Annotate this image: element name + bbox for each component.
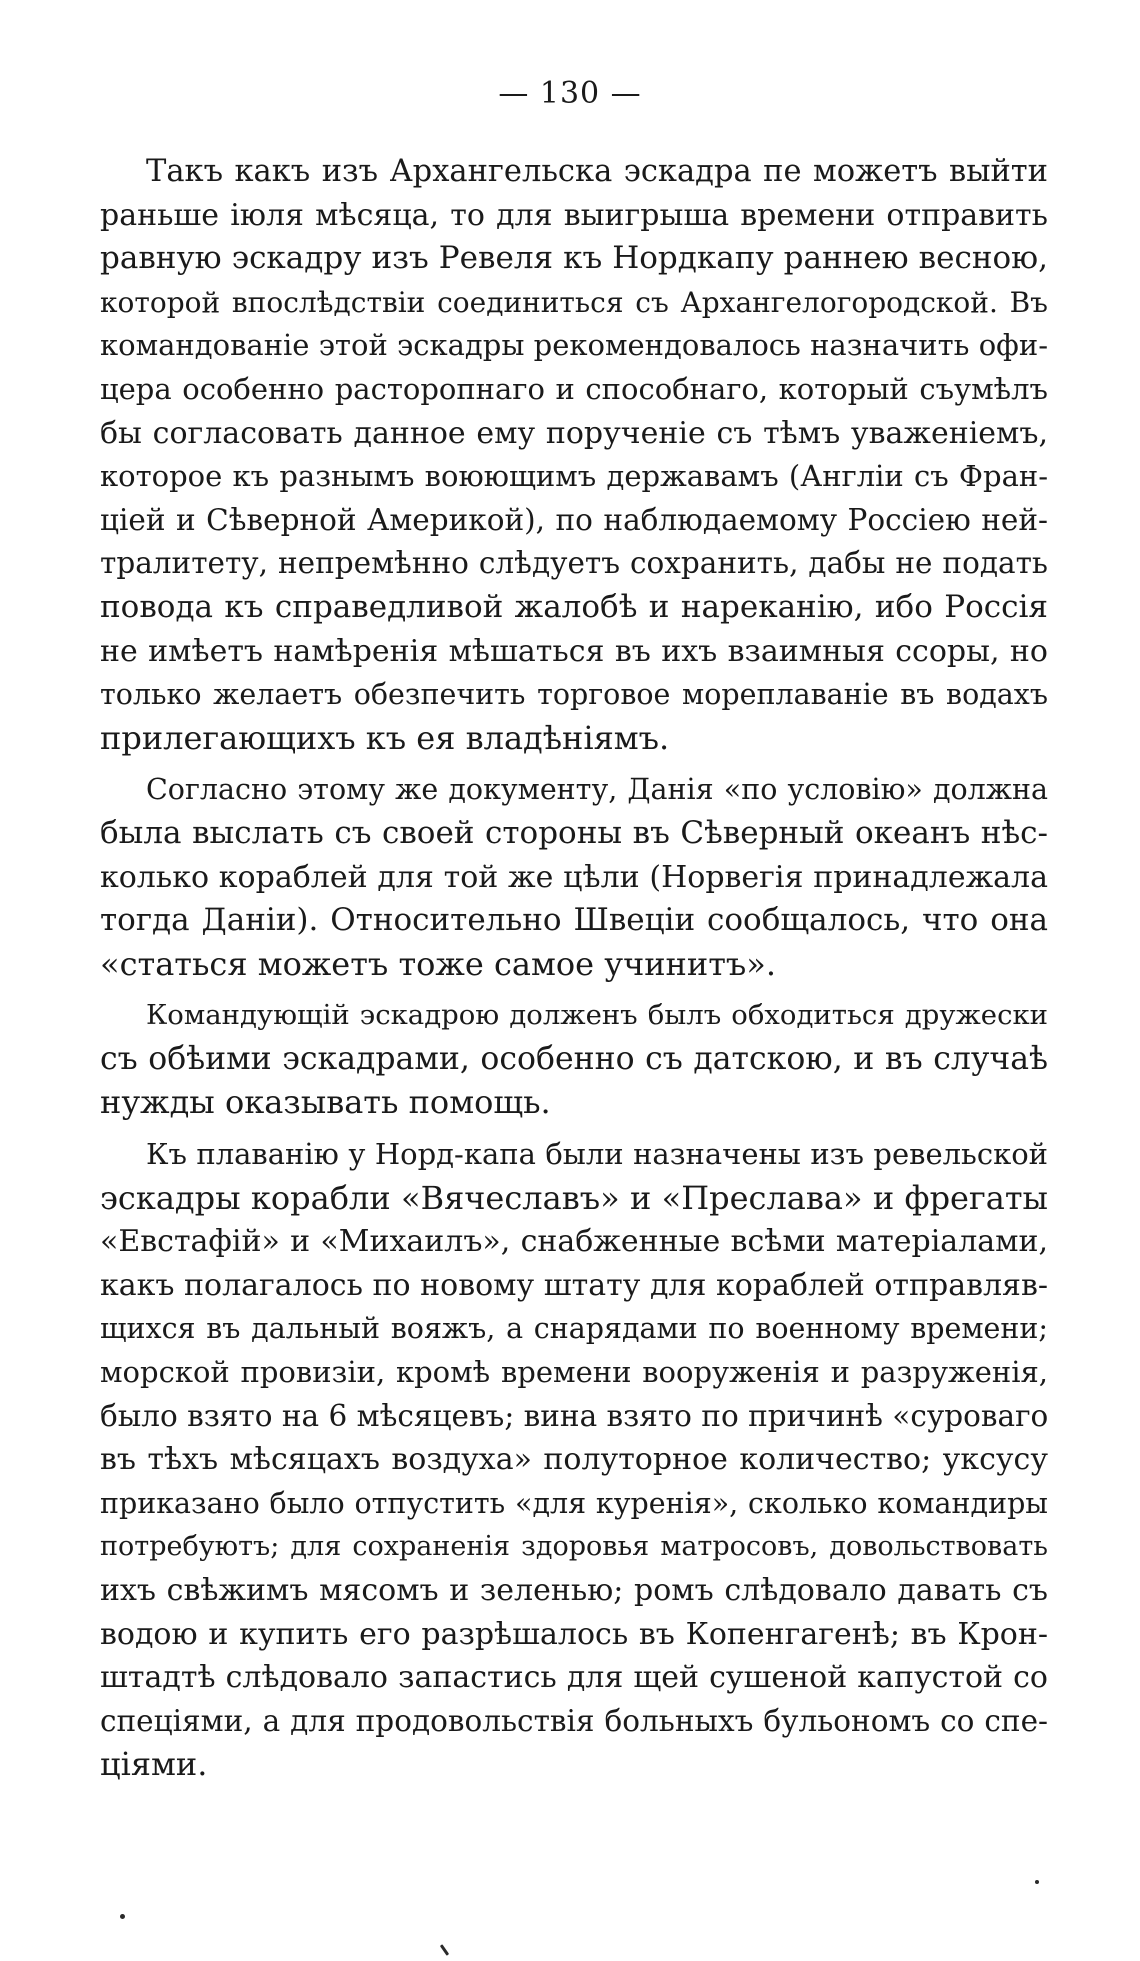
text-line: приказано было отпустить «для куренія», сколько командиры [100,1486,1048,1520]
text-line: потребуютъ; для сохраненія здоровья матросовъ, довольствовать [100,1531,1048,1563]
text-line: какъ полагалось по новому штату для кораблей отправляв- [100,1267,1048,1303]
text-line: ціями. [100,1745,208,1784]
text-line: водою и купить его разрѣшалось въ Копенгагенѣ; въ Крон- [100,1616,1048,1652]
body-text [100,150,1048,1795]
text-line: Такъ какъ изъ Архангельска эскадра пе можетъ выйти [146,154,1048,189]
text-line: прилегающихъ къ ея владѣніямъ. [100,718,670,757]
text-line: нужды оказывать помощь. [100,1083,551,1122]
paragraph-1 [100,150,1048,760]
text-line: штадтѣ слѣдовало запастись для щей сушеной капустой со [100,1660,1048,1696]
text-line: которой впослѣдствіи соединиться съ Архангелогородской. Въ [100,285,1048,319]
text-line: не имѣетъ намѣренія мѣшаться въ ихъ взаимныя ссоры, но [100,633,1048,669]
scan-speck [440,1944,449,1956]
paragraph-4 [100,1133,1048,1787]
text-line: эскадры корабли «Вячеславъ» и «Преслава» и фрегаты [100,1178,1048,1217]
text-line: Къ плаванію у Норд-капа были назначены изъ ревельской [146,1137,1048,1172]
text-line: повода къ справедливой жалобѣ и нареканію, ибо Россія [100,588,1048,625]
text-line: которое къ разнымъ воюющимъ державамъ (Англіи съ Фран- [100,459,1048,494]
text-line: «статься можетъ тоже самое учинитъ». [100,944,777,983]
text-line: колько кораблей для той же цѣли (Норвегія принадлежала [100,859,1048,895]
text-line: «Евстафій» и «Михаилъ», снабженные всѣми матеріалами, [100,1224,1048,1260]
text-line: было взято на 6 мѣсяцевъ; вина взято по причинѣ «суроваго [100,1398,1049,1433]
text-line: равную эскадру изъ Ревеля къ Нордкапу раннею весною, [100,240,1048,277]
paragraph-2 [100,768,1048,986]
text-line: щихся въ дальный вояжъ, а снарядами по военному времени; [100,1312,1048,1346]
text-line: въ тѣхъ мѣсяцахъ воздуха» полуторное количество; уксусу [100,1442,1048,1478]
text-line: Командующій эскадрою долженъ былъ обходиться дружески [146,999,1048,1032]
text-line: Согласно этому же документу, Данія «по условію» должна [146,773,1048,807]
text-line: ціей и Сѣверной Америкой), по наблюдаемому Россіею ней- [100,502,1048,537]
text-line: только желаетъ обезпечить торговое мореплаваніе въ водахъ [100,678,1048,712]
text-line: тогда Даніи). Относительно Швеціи сообщалось, что она [100,902,1048,939]
text-line: была выслать съ своей стороны въ Сѣверный океанъ нѣс- [100,814,1048,851]
paragraph-3 [100,994,1048,1125]
scan-speck [1035,1880,1039,1884]
text-line: съ обѣими эскадрами, особенно съ датскою, и въ случаѣ [100,1040,1048,1077]
scan-speck [120,1914,125,1919]
text-line: командованіе этой эскадры рекомендовалось назначить офи- [100,328,1048,363]
text-line: спеціями, а для продовольствія больныхъ бульономъ со спе- [100,1703,1048,1738]
text-line: ихъ свѣжимъ мясомъ и зеленью; ромъ слѣдовало давать съ [100,1573,1048,1608]
page-number: — 130 — [498,76,642,111]
text-line: тралитету, непремѣнно слѣдуетъ сохранить, дабы не подать [100,546,1048,581]
text-line: раньше іюля мѣсяца, то для выигрыша времени отправить [100,197,1048,233]
text-line: цера особенно расторопнаго и способнаго, который съумѣлъ [100,371,1048,406]
text-line: морской провизіи, кромѣ времени вооруженія и разруженія, [100,1355,1048,1390]
text-line: бы согласовать данное ему порученіе съ тѣмъ уваженіемъ, [100,415,1048,451]
